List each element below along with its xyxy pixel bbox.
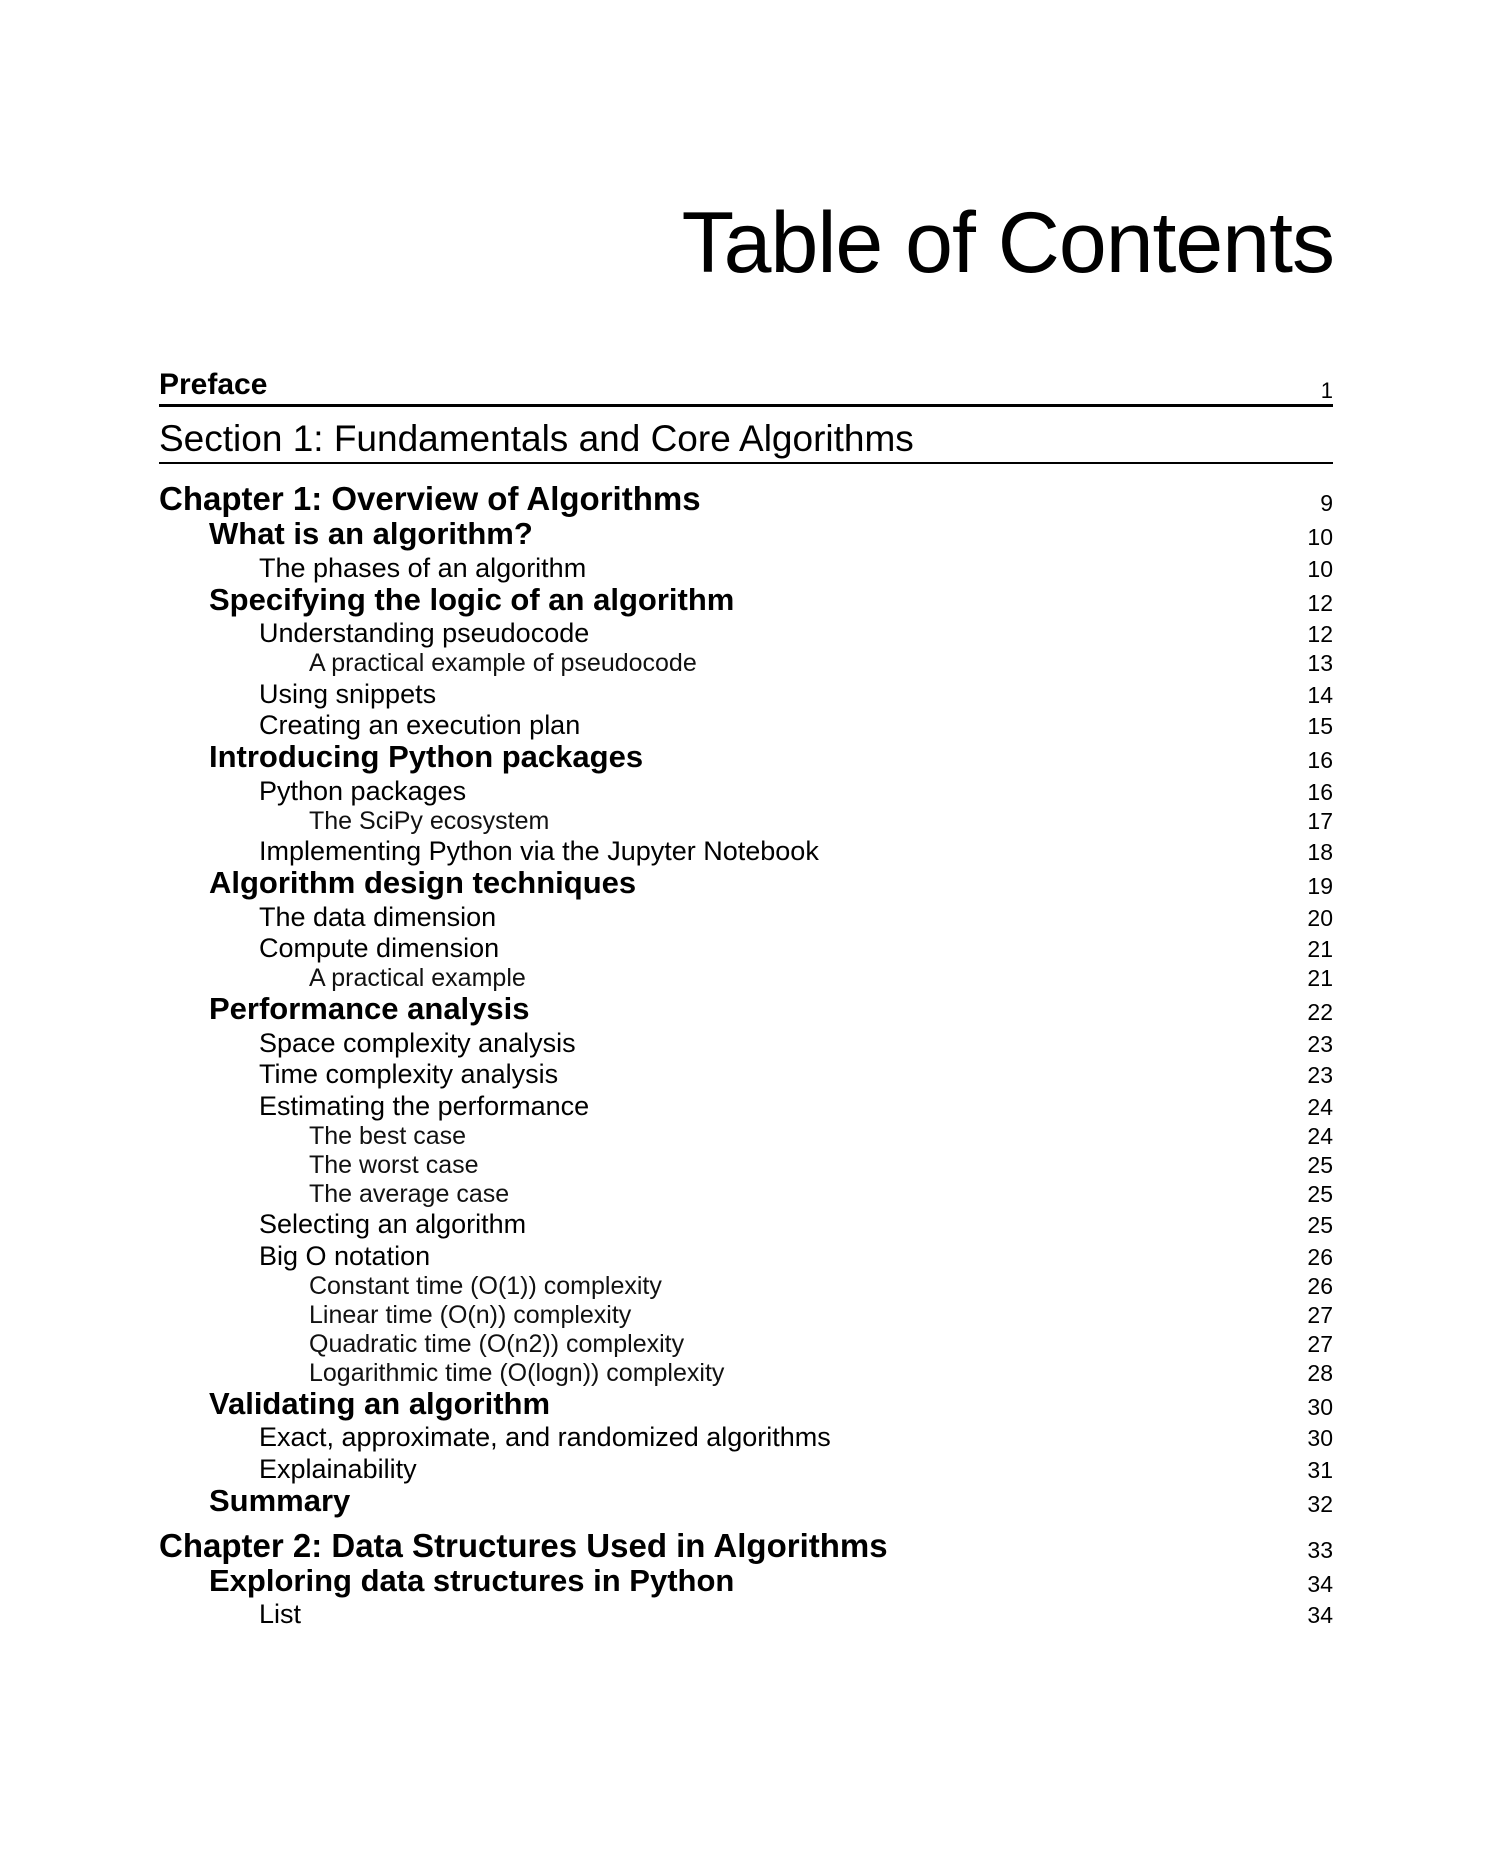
- toc-page-number: 27: [1307, 1330, 1333, 1357]
- toc-entry-level-2[interactable]: [159, 1422, 1333, 1454]
- toc-entry-title: Creating an execution plan: [259, 710, 581, 740]
- toc-entry-title: Specifying the logic of an algorithm: [209, 581, 735, 617]
- toc-page-number: 33: [1307, 1536, 1333, 1563]
- toc-page-number: 25: [1307, 1151, 1333, 1178]
- toc-entry-level-2[interactable]: [159, 552, 1333, 584]
- toc-entry-title: Performance analysis: [209, 991, 530, 1026]
- toc-page-number: 21: [1307, 936, 1333, 962]
- toc-entry-level-3[interactable]: [159, 1330, 1333, 1359]
- toc-page-number: 12: [1307, 589, 1333, 616]
- toc-entry-title: Understanding pseudocode: [259, 618, 590, 648]
- toc-entry-level-1[interactable]: [159, 993, 1333, 1027]
- toc-entry-level-2[interactable]: [159, 1240, 1333, 1272]
- toc-page-number: 28: [1307, 1359, 1333, 1386]
- toc-entry-title: Space complexity analysis: [259, 1027, 576, 1058]
- toc-page-number: 20: [1307, 904, 1333, 931]
- toc-page-number: 16: [1307, 747, 1333, 773]
- toc-page-number: 21: [1307, 965, 1333, 991]
- toc-entry-title: Validating an algorithm: [209, 1385, 551, 1421]
- toc-entry-title: Chapter 2: Data Structures Used in Algorithms: [159, 1526, 888, 1564]
- table-of-contents: [159, 360, 1333, 1630]
- toc-entry-level-0[interactable]: [159, 1526, 1333, 1565]
- toc-entry-level-2[interactable]: [159, 1059, 1333, 1091]
- toc-entry-level-2[interactable]: [159, 618, 1333, 650]
- toc-entry-level-2[interactable]: [159, 678, 1333, 710]
- toc-page-number: 26: [1307, 1243, 1333, 1270]
- toc-page-number: 25: [1307, 1212, 1333, 1238]
- toc-page-number: 19: [1307, 873, 1333, 899]
- toc-page-number: 25: [1307, 1180, 1333, 1207]
- toc-entry-level-3[interactable]: [159, 1272, 1333, 1301]
- toc-entry-level-1[interactable]: [159, 581, 1333, 618]
- toc-entry-title: Linear time (O(n)) complexity: [309, 1300, 632, 1329]
- toc-page-number: 30: [1307, 1425, 1333, 1451]
- toc-page-number: 24: [1307, 1122, 1333, 1149]
- toc-section-heading: [159, 407, 1333, 464]
- toc-entry-level-1[interactable]: [159, 867, 1333, 901]
- toc-entry-title: A practical example: [309, 964, 526, 992]
- toc-entry-title: Explainability: [259, 1453, 417, 1484]
- toc-entry-title: Preface: [159, 368, 268, 401]
- toc-preface-row[interactable]: [159, 360, 1333, 407]
- toc-entry-title: The worst case: [309, 1150, 479, 1179]
- toc-entry-title: Summary: [209, 1482, 351, 1518]
- toc-entry-title: Selecting an algorithm: [259, 1209, 527, 1239]
- toc-entry-level-1[interactable]: [159, 1562, 1333, 1599]
- toc-entry-level-3[interactable]: [159, 1180, 1333, 1209]
- toc-entry-level-2[interactable]: [159, 1027, 1333, 1059]
- toc-entry-level-0[interactable]: [159, 480, 1333, 518]
- toc-entry-level-2[interactable]: [159, 901, 1333, 933]
- toc-entry-title: The best case: [309, 1121, 467, 1150]
- toc-entry-title: Implementing Python via the Jupyter Notebook: [259, 836, 819, 866]
- toc-entry-title: Logarithmic time (O(logn)) complexity: [309, 1358, 725, 1387]
- toc-page-number: 17: [1307, 807, 1333, 834]
- toc-entry-title: The phases of an algorithm: [259, 552, 587, 583]
- toc-entry-level-2[interactable]: [159, 775, 1333, 807]
- toc-page-number: 14: [1307, 681, 1333, 708]
- toc-page-number: 12: [1307, 621, 1333, 647]
- toc-page-number: 10: [1307, 555, 1333, 582]
- toc-entry-level-1[interactable]: [159, 741, 1333, 775]
- toc-entry-level-3[interactable]: [159, 1151, 1333, 1180]
- toc-entry-title: Algorithm design techniques: [209, 865, 637, 900]
- toc-page-number: 22: [1307, 999, 1333, 1025]
- toc-entry-level-1[interactable]: [159, 1482, 1333, 1519]
- toc-entry-title: The data dimension: [259, 901, 497, 932]
- toc-page-number: 34: [1307, 1602, 1333, 1628]
- toc-entry-level-2[interactable]: [159, 1090, 1333, 1122]
- toc-page-number: 30: [1307, 1393, 1333, 1420]
- toc-entries: [159, 480, 1333, 1630]
- toc-entry-level-2[interactable]: [159, 1453, 1333, 1485]
- toc-page-number: 13: [1307, 650, 1333, 676]
- toc-entry-title: Introducing Python packages: [209, 739, 644, 774]
- toc-page-number: 26: [1307, 1272, 1333, 1299]
- toc-entry-title: The average case: [309, 1179, 510, 1208]
- toc-entry-title: Time complexity analysis: [259, 1059, 559, 1089]
- toc-entry-level-1[interactable]: [159, 1385, 1333, 1422]
- toc-page-number: 10: [1307, 524, 1333, 550]
- toc-page-number: 27: [1307, 1301, 1333, 1328]
- toc-page-number: 31: [1307, 1456, 1333, 1483]
- toc-page-number: 23: [1307, 1030, 1333, 1057]
- toc-entry-title: Python packages: [259, 775, 467, 806]
- toc-entry-title: Big O notation: [259, 1240, 431, 1271]
- toc-page-number: 32: [1307, 1490, 1333, 1517]
- toc-entry-title: Exploring data structures in Python: [209, 1562, 735, 1598]
- toc-entry-level-2[interactable]: [159, 836, 1333, 868]
- toc-entry-level-3[interactable]: [159, 807, 1333, 836]
- toc-entry-level-3[interactable]: [159, 1301, 1333, 1330]
- toc-entry-level-3[interactable]: [159, 1359, 1333, 1388]
- toc-entry-title: What is an algorithm?: [209, 516, 533, 551]
- toc-entry-title: A practical example of pseudocode: [309, 649, 697, 677]
- toc-page-number: 18: [1307, 839, 1333, 865]
- toc-page-number: 1: [1320, 378, 1333, 403]
- toc-entry-title: The SciPy ecosystem: [309, 806, 550, 835]
- toc-entry-title: List: [259, 1599, 302, 1629]
- toc-entry-level-2[interactable]: [159, 1599, 1333, 1631]
- toc-page-number: 16: [1307, 778, 1333, 805]
- toc-entry-level-2[interactable]: [159, 933, 1333, 965]
- toc-entry-level-1[interactable]: [159, 518, 1333, 552]
- toc-entry-title: Quadratic time (O(n2)) complexity: [309, 1329, 685, 1358]
- toc-page-number: 23: [1307, 1062, 1333, 1088]
- toc-page-number: 9: [1320, 490, 1333, 516]
- toc-page-number: 24: [1307, 1093, 1333, 1120]
- toc-page-number: 34: [1307, 1570, 1333, 1597]
- toc-entry-title: Chapter 1: Overview of Algorithms: [159, 480, 701, 517]
- toc-entry-level-3[interactable]: [159, 649, 1333, 678]
- toc-entry-level-3[interactable]: [159, 1122, 1333, 1151]
- toc-entry-title: Estimating the performance: [259, 1090, 590, 1121]
- toc-entry-title: Compute dimension: [259, 933, 500, 963]
- toc-page-number: 15: [1307, 713, 1333, 739]
- toc-entry-title: Using snippets: [259, 678, 437, 709]
- page-title: Table of Contents: [681, 195, 1334, 291]
- toc-entry-title: Exact, approximate, and randomized algorithms: [259, 1422, 831, 1452]
- toc-entry-title: Constant time (O(1)) complexity: [309, 1271, 662, 1300]
- section-title: Section 1: Fundamentals and Core Algorithms: [159, 418, 914, 459]
- toc-entry-level-2[interactable]: [159, 1209, 1333, 1241]
- toc-entry-level-3[interactable]: [159, 964, 1333, 993]
- toc-entry-level-2[interactable]: [159, 710, 1333, 742]
